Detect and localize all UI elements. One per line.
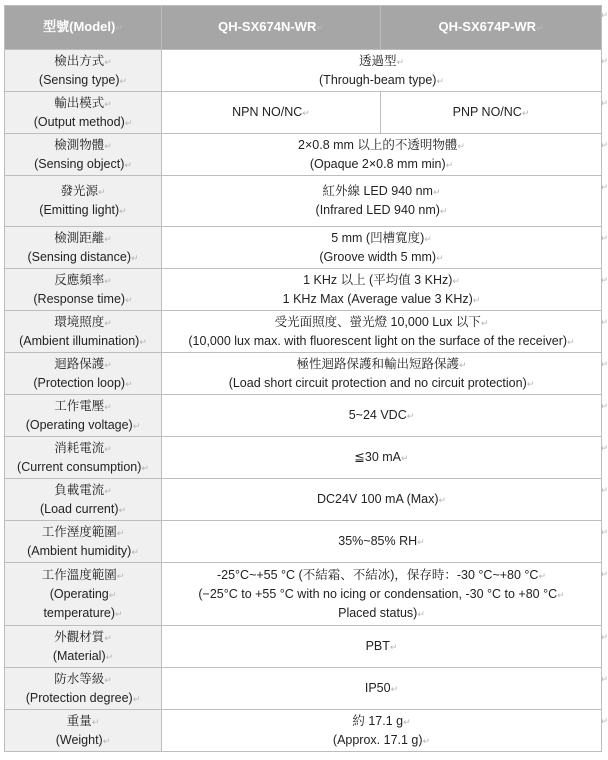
spec-label (5, 269, 162, 311)
spec-row (5, 176, 602, 227)
cell-line: 1 KHz Max (Average value 3 KHz)↵ (282, 291, 481, 306)
row-end-mark: ↵ (600, 632, 608, 642)
cell-line: (Sensing distance)↵ (27, 249, 139, 264)
spec-row (5, 311, 602, 353)
cell-line: 重量↵ (66, 713, 100, 728)
spec-value-pnp (381, 92, 602, 134)
cell-line: PBT↵ (365, 639, 398, 653)
row-end-mark: ↵ (600, 98, 608, 108)
model-n-header: QH-SX674N-WR↵ (162, 6, 381, 50)
spec-value (162, 227, 602, 269)
row-end-mark: ↵ (600, 485, 608, 495)
row-end-mark: ↵ (600, 569, 608, 579)
row-end-mark: ↵ (600, 10, 608, 20)
spec-row (5, 227, 602, 269)
spec-label (5, 710, 162, 752)
spec-value (162, 311, 602, 353)
cell-line: 反應頻率↵ (54, 272, 112, 287)
row-end-mark: ↵ (600, 359, 608, 369)
spec-label (5, 50, 162, 92)
row-end-mark: ↵ (600, 275, 608, 285)
spec-row (5, 437, 602, 479)
cell-line: DC24V 100 mA (Max)↵ (316, 492, 447, 506)
row-end-mark: ↵ (600, 527, 608, 537)
cell-line: 35%~85% RH↵ (338, 534, 425, 548)
cell-line: (Operating↵ (49, 586, 117, 601)
cell-line: 檢測物體↵ (54, 137, 112, 152)
spec-table (4, 5, 602, 752)
spec-label (5, 563, 162, 626)
cell-line: (Ambient humidity)↵ (27, 543, 139, 558)
cell-line: 1 KHz 以上 (平均值 3 KHz)↵ (303, 272, 460, 287)
header-row (5, 6, 602, 50)
spec-value (162, 521, 602, 563)
spec-value (162, 269, 602, 311)
spec-value (162, 710, 602, 752)
cell-line: 透過型↵ (358, 53, 405, 68)
spec-row (5, 395, 602, 437)
spec-label (5, 626, 162, 668)
cell-line: 2×0.8 mm 以上的不透明物體↵ (298, 137, 465, 152)
cell-line: 工作溫度範圍↵ (41, 567, 125, 582)
cell-line: (Sensing object)↵ (34, 156, 132, 171)
spec-label (5, 92, 162, 134)
row-end-mark: ↵ (600, 140, 608, 150)
spec-row (5, 50, 602, 92)
spec-value (162, 353, 602, 395)
cell-line: 極性迴路保護和輸出短路保護↵ (296, 356, 467, 371)
spec-label (5, 479, 162, 521)
spec-row (5, 626, 602, 668)
spec-value (162, 437, 602, 479)
model-p-header: QH-SX674P-WR↵ (381, 6, 602, 50)
cell-line: 受光面照度、螢光燈 10,000 Lux 以下↵ (274, 314, 489, 329)
spec-value (162, 626, 602, 668)
spec-row (5, 134, 602, 176)
spec-row (5, 668, 602, 710)
cell-line: (Protection loop)↵ (33, 375, 133, 390)
cell-line: (Groove width 5 mm)↵ (319, 249, 444, 264)
model-header: 型號(Model)↵ (5, 6, 162, 50)
cell-line: (Weight)↵ (55, 732, 111, 747)
cell-line: ≦30 mA↵ (354, 450, 409, 464)
spec-row (5, 92, 602, 134)
spec-value (162, 479, 602, 521)
cell-line: temperature)↵ (43, 605, 123, 620)
spec-value-npn (162, 92, 381, 134)
cell-line: 輸出模式↵ (54, 95, 112, 110)
cell-line: (Load current)↵ (39, 501, 127, 516)
cell-line: 工作電壓↵ (54, 398, 112, 413)
row-end-mark: ↵ (600, 674, 608, 684)
spec-value (162, 176, 602, 227)
spec-row (5, 521, 602, 563)
cell-line: 消耗電流↵ (54, 440, 112, 455)
cell-line: 環境照度↵ (54, 314, 112, 329)
row-end-mark: ↵ (600, 182, 608, 192)
cell-line: 紅外線 LED 940 nm↵ (322, 184, 441, 198)
cell-line: (Approx. 17.1 g)↵ (332, 732, 431, 747)
cell-line: 約 17.1 g↵ (352, 713, 411, 728)
row-end-mark: ↵ (600, 317, 608, 327)
cell-line: 工作溼度範圍↵ (41, 524, 125, 539)
cell-line: 檢出方式↵ (54, 53, 112, 68)
cell-line: (Emitting light)↵ (39, 203, 127, 217)
cell-line: 防水等級↵ (54, 671, 112, 686)
spec-value (162, 563, 602, 626)
cell-line: (Load short circuit protection and no circuit protection)↵ (228, 375, 535, 390)
spec-row (5, 353, 602, 395)
cell-line: 5~24 VDC↵ (348, 408, 415, 422)
cell-line: 檢測距離↵ (54, 230, 112, 245)
cell-line: (10,000 lux max. with fluorescent light on the surface of the receiver)↵ (188, 333, 575, 348)
row-end-mark: ↵ (600, 716, 608, 726)
spec-label (5, 668, 162, 710)
cell-line: 外觀材質↵ (54, 629, 112, 644)
spec-row (5, 269, 602, 311)
spec-label (5, 395, 162, 437)
spec-label (5, 134, 162, 176)
spec-row (5, 710, 602, 752)
row-end-mark: ↵ (600, 56, 608, 66)
spec-value (162, 50, 602, 92)
cell-line: (Protection degree)↵ (25, 690, 141, 705)
cell-line: (Infrared LED 940 nm)↵ (315, 203, 448, 217)
spec-row (5, 479, 602, 521)
spec-label (5, 353, 162, 395)
spec-label (5, 311, 162, 353)
spec-label (5, 437, 162, 479)
cell-line: (Operating voltage)↵ (25, 417, 141, 432)
spec-value (162, 395, 602, 437)
cell-line: (−25°C to +55 °C with no icing or condensation, -30 °C to +80 °C↵ (198, 586, 565, 601)
row-end-mark: ↵ (600, 233, 608, 243)
spec-value (162, 668, 602, 710)
cell-line: 迴路保護↵ (54, 356, 112, 371)
cell-line: (Response time)↵ (33, 291, 133, 306)
row-end-mark: ↵ (600, 443, 608, 453)
cell-line: (Sensing type)↵ (38, 72, 128, 87)
spec-value (162, 134, 602, 176)
cell-line: 負載電流↵ (54, 482, 112, 497)
spec-label (5, 521, 162, 563)
cell-line: 發光源↵ (60, 184, 106, 198)
cell-line: (Opaque 2×0.8 mm min)↵ (309, 156, 454, 171)
cell-line: (Current consumption)↵ (17, 459, 149, 474)
spec-label (5, 176, 162, 227)
cell-line: -25°C~+55 °C (不結霜、不結冰)，保存時：-30 °C~+80 °C↵ (216, 567, 546, 582)
cell-line: (Output method)↵ (33, 114, 133, 129)
cell-line: NPN NO/NC↵ (232, 105, 310, 119)
row-end-mark: ↵ (600, 401, 608, 411)
spec-row (5, 563, 602, 626)
cell-line: Placed status)↵ (338, 605, 425, 620)
cell-line: (Through-beam type)↵ (319, 72, 444, 87)
cell-line: IP50↵ (364, 681, 399, 695)
cell-line: 5 mm (凹槽寬度)↵ (331, 230, 432, 245)
spec-label (5, 227, 162, 269)
cell-line: (Material)↵ (52, 648, 114, 663)
cell-line: PNP NO/NC↵ (452, 105, 530, 119)
cell-line: (Ambient illumination)↵ (19, 333, 147, 348)
